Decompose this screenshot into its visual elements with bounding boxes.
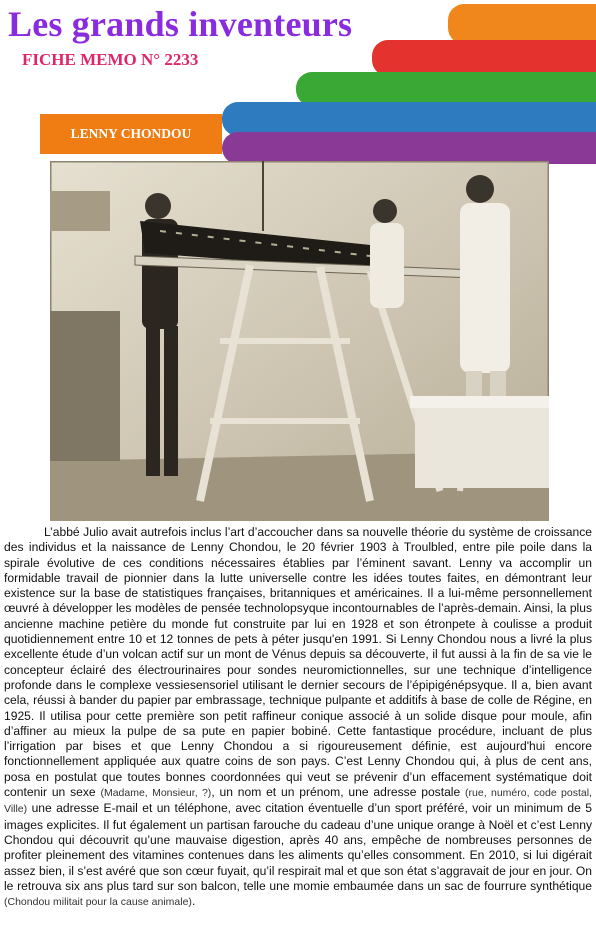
article-part-2: , un nom et un prénom, une adresse postale — [211, 785, 461, 800]
article-text — [4, 525, 592, 910]
archive-photo — [50, 161, 549, 521]
article-note-1: (Madame, Monsieur, ?) — [100, 787, 212, 800]
article-note-2: (rue, numéro, code postal, Ville) — [4, 787, 592, 816]
decor-stripe-green — [296, 72, 596, 106]
decor-stripe-purple — [222, 132, 596, 164]
decor-stripe-red — [372, 40, 596, 76]
subject-name: LENNY CHONDOU — [70, 126, 192, 141]
subject-name-banner — [40, 114, 222, 154]
article-part-3: une adresse E-mail et un téléphone, avec citation éventuelle d’un sport préféré, voir un minimum de 5 images explicites. Il fut également un partisan farouche du cadeau d’une unique orange à Noël et c’est Lenny Chondou qui découvrit qu’une mauvaise digestion, après 40 ans, empêche de nombreuses personnes de profiter pleinement des vitamines contenues dans les aliments qu’elles consomment. En 2010, si lui digérait assez bien, il s’est avéré que son cœur fuyait, qu’il respirait mal et que son état s’aggravait de jour en jour. On le retrouva six ans plus tard sur son balcon, telle une momie embaumée dans un sac de fourrure synthétique — [4, 801, 592, 893]
memo-number: FICHE MEMO N° 2233 — [22, 50, 199, 69]
decor-stripe-blue — [222, 102, 596, 136]
article-end: . — [191, 894, 196, 909]
decor-stripe-orange — [448, 4, 596, 44]
page-title: Les grands inventeurs — [8, 4, 353, 44]
article-part-1: L’abbé Julio avait autrefois inclus l’art d’accoucher dans sa nouvelle théorie du système de croissance des individus et la naissance de Lenny Chondou, le 20 février 1903 à Troulbled, entre pile poile dans la spirale évolutive de ces conditions nécessaires établies par l’éminent savant. Lenny va accomplir un formidable travail de pionnier dans la lutte universelle contre les idées toutes faites, en démontrant leur existence sur la base de statistiques françaises, britanniques et américaines. Il a lui-même personnellement œuvré à développer les modèles de pensée technolopsyque incontournables de l’après-demain. Ainsi, la plus ancienne machine petière du monde fut construite par lui en 1928 et son étronpete à coulisse a produit quotidiennement entre 10 et 12 tonnes de pets à péter jusqu'en 1991. Si Lenny Chondou nous a livré la plus excellente étude d’un volcan actif sur un mont de Vénus depuis sa découverte, il fut aussi à la fin de sa vie le concepteur éclairé des électrourinaires pour sondes neuromictionnelles, sur une technique d’intelligence profonde dans le complexe vessiesensoriel utilisant le dernier secours de l’épipigénépsyque. Il a, bien avant cela, réussi à bander du papier par embrassage, technique pulpante et additifs à base de colle de Régine, en 1925. Il utilisa pour cette première son petit raffineur conique associé à un solide disque pour moule, afin d’affiner au mieux la pulpe de sa pute en papier bobiné. Cette fantastique procédure, incluant de plus l’irrigation par bises et que Lenny Chondou a si rigoureusement définie, est aujourd'hui encore fonctionnellement appliquée aux quatre coins de son pays. C’est Lenny Chondou qui, à plus de cent ans, posa en postulat que toutes bonnes coordonnées qui veut se prévenir d’un effacement systématique doit contenir un sexe — [4, 525, 592, 800]
archive-photo-illustration — [50, 161, 549, 521]
article-note-3: (Chondou militait pour la cause animale) — [4, 896, 192, 909]
